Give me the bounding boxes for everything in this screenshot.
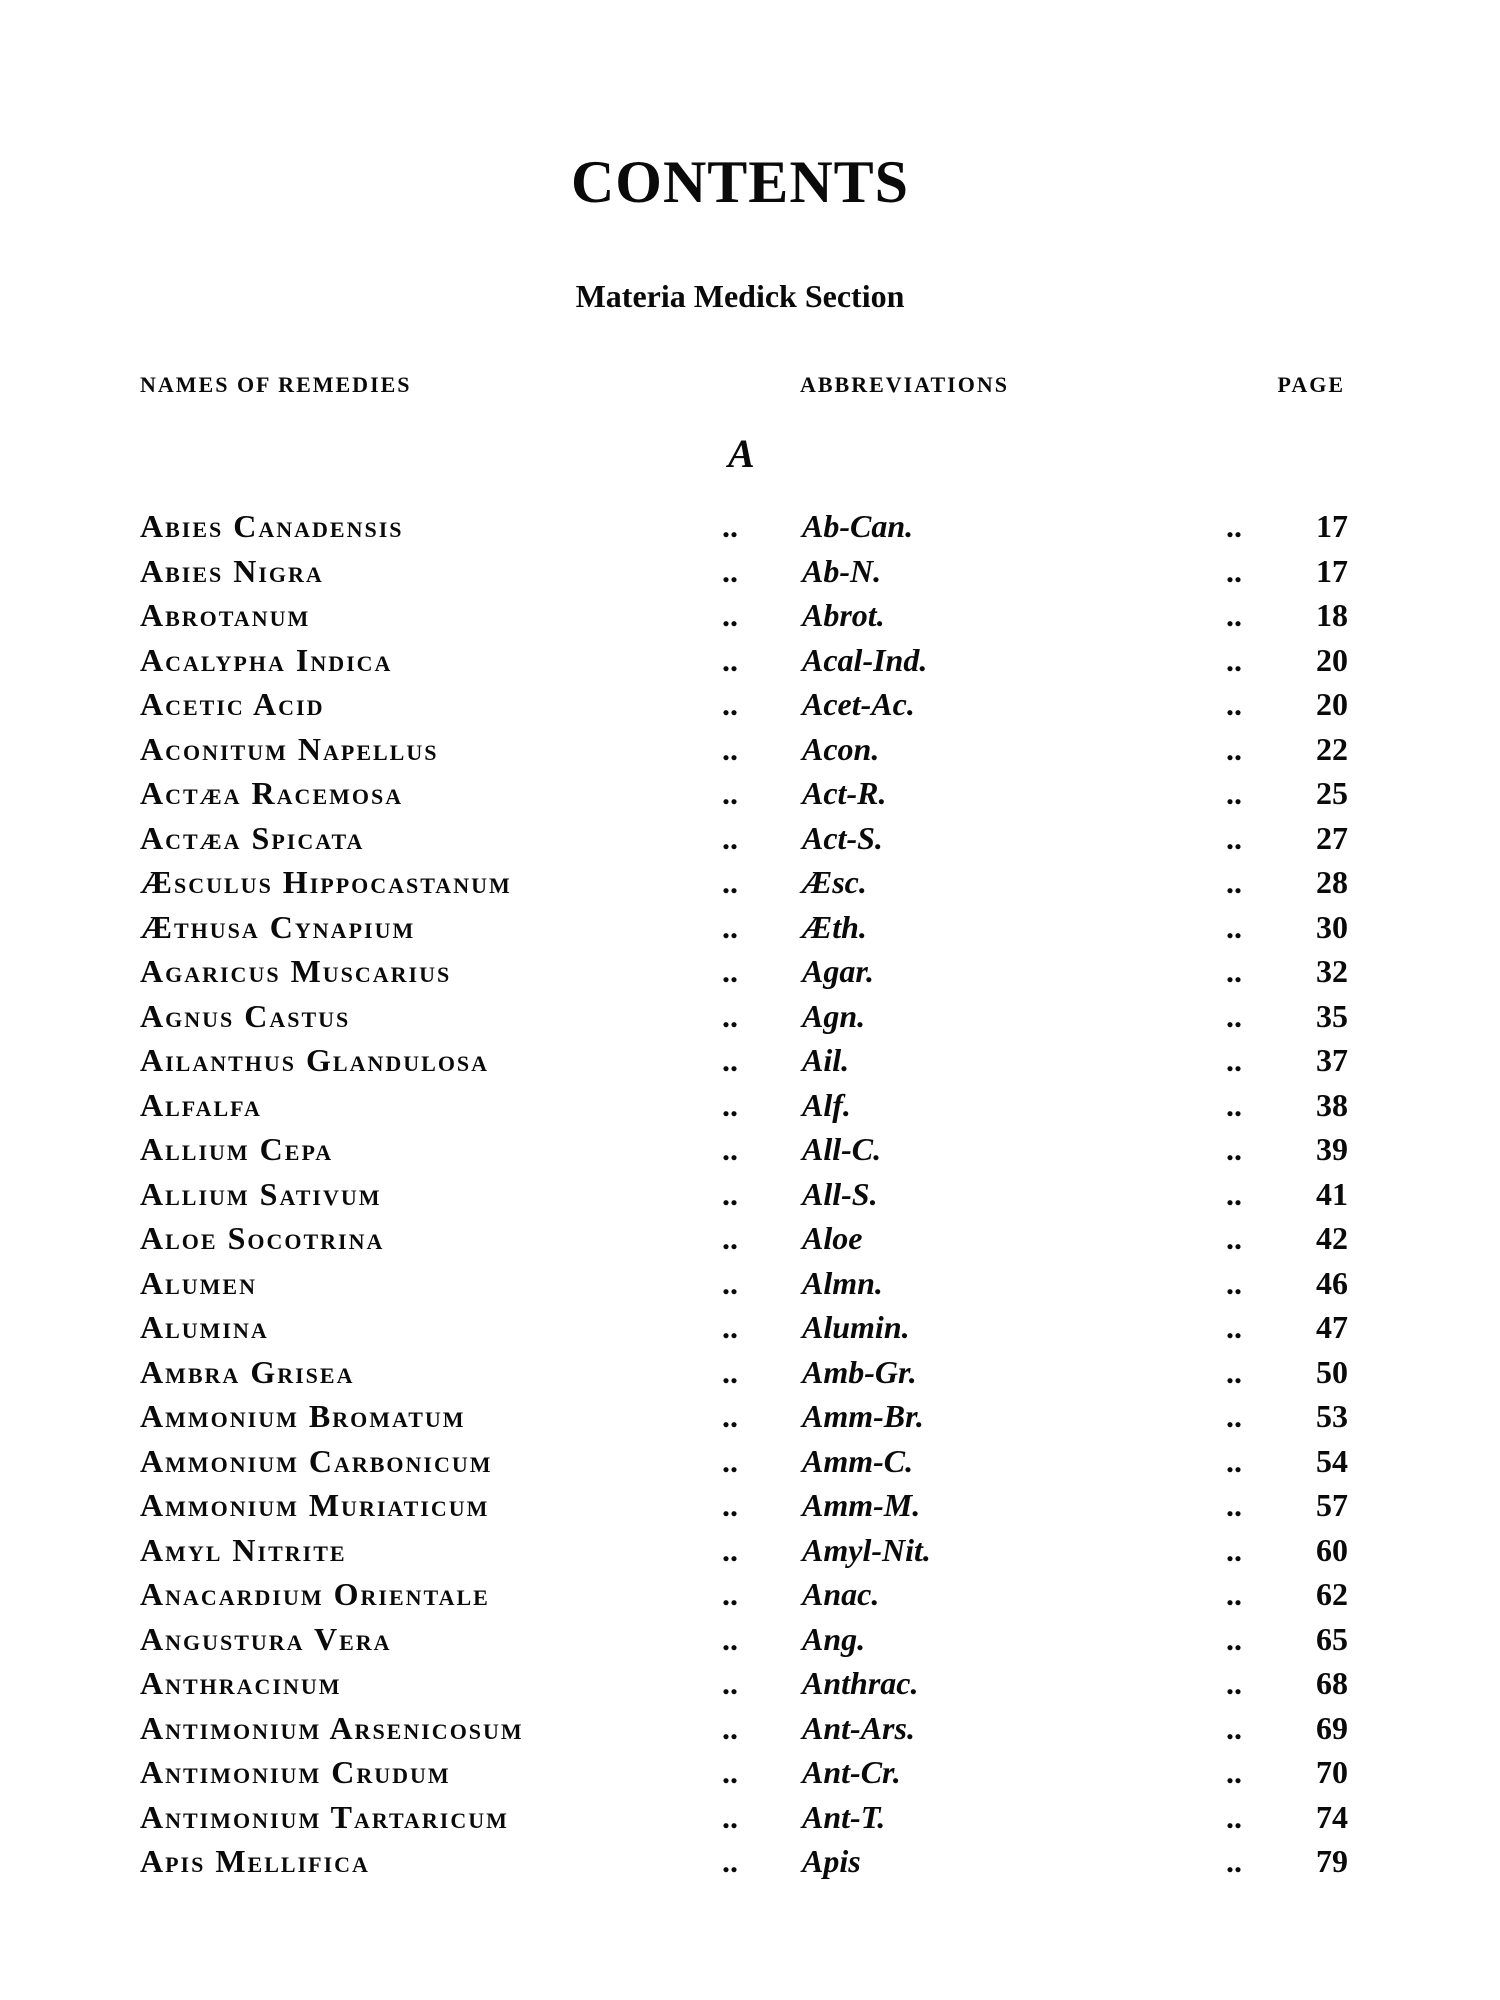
leader-dots: ..: [722, 552, 738, 589]
page-number: 54: [1316, 1442, 1348, 1479]
leader-dots: ..: [722, 819, 738, 856]
page-number: 57: [1316, 1487, 1348, 1523]
remedy-name: Ailanthus Glandulosa: [140, 1042, 490, 1078]
remedy-abbreviation: Almn.: [802, 1264, 883, 1301]
leader-dots: ..: [1226, 864, 1242, 900]
page-number: 65: [1316, 1620, 1348, 1657]
leader-dots: ..: [1226, 686, 1242, 722]
leader-dots: ..: [1226, 775, 1242, 811]
page-number: 42: [1316, 1220, 1348, 1256]
remedy-abbreviation: Amb-Gr.: [802, 1353, 917, 1390]
remedy-abbreviation: Acal-Ind.: [802, 641, 928, 678]
page-number: 25: [1316, 775, 1348, 811]
page-number: 37: [1316, 1042, 1348, 1078]
remedy-abbreviation: Alf.: [802, 1086, 851, 1123]
contents-entry: [0, 1754, 1500, 1799]
section-subtitle: Materia Medick Section: [575, 278, 905, 314]
leader-dots: ..: [1226, 819, 1242, 856]
leader-dots: ..: [1226, 1042, 1242, 1078]
remedy-name: Abrotanum: [140, 597, 311, 633]
remedy-abbreviation: Act-R.: [802, 775, 887, 811]
contents-entry: [0, 1309, 1500, 1354]
contents-entry: [0, 998, 1500, 1043]
contents-entry: [0, 1176, 1500, 1221]
remedy-abbreviation: Ail.: [802, 1042, 850, 1078]
leader-dots: ..: [1226, 1754, 1242, 1790]
remedy-name: Acalypha Indica: [140, 641, 393, 678]
leader-dots: ..: [722, 1843, 738, 1879]
remedy-abbreviation: Æsc.: [802, 864, 867, 900]
contents-entry: [0, 1799, 1500, 1844]
remedy-name: Abies Nigra: [140, 552, 324, 589]
remedy-abbreviation: Anthrac.: [802, 1665, 919, 1701]
leader-dots: ..: [1226, 1086, 1242, 1123]
page-number: 32: [1316, 953, 1348, 989]
remedy-name: Alumina: [140, 1309, 269, 1345]
remedy-name: Anacardium Orientale: [140, 1576, 490, 1612]
page-number: 50: [1316, 1353, 1348, 1390]
leader-dots: ..: [1226, 552, 1242, 589]
leader-dots: ..: [1226, 508, 1242, 544]
leader-dots: ..: [722, 1086, 738, 1123]
leader-dots: ..: [722, 1754, 738, 1790]
leader-dots: ..: [722, 641, 738, 678]
contents-entry: [0, 1087, 1500, 1132]
leader-dots: ..: [1226, 1220, 1242, 1256]
page-number: 41: [1316, 1175, 1348, 1212]
remedy-name: Abies Canadensis: [140, 508, 404, 544]
leader-dots: ..: [722, 1309, 738, 1345]
contents-entry: [0, 1265, 1500, 1310]
leader-dots: ..: [722, 1264, 738, 1301]
contents-entry: [0, 1042, 1500, 1087]
leader-dots: ..: [1226, 1843, 1242, 1879]
remedy-name: Agnus Castus: [140, 997, 351, 1034]
contents-list: [0, 508, 1500, 1888]
remedy-abbreviation: Ab-Can.: [802, 508, 914, 544]
remedy-abbreviation: Ant-Cr.: [802, 1754, 901, 1790]
leader-dots: ..: [1226, 641, 1242, 678]
contents-entry: [0, 1576, 1500, 1621]
remedy-abbreviation: Æth.: [802, 908, 867, 945]
leader-dots: ..: [1226, 997, 1242, 1034]
page-number: 46: [1316, 1264, 1348, 1301]
page-title: CONTENTS: [570, 149, 910, 215]
contents-entry: [0, 775, 1500, 820]
page-number: 47: [1316, 1309, 1348, 1345]
remedy-abbreviation: Acet-Ac.: [802, 686, 915, 722]
page-number: 79: [1316, 1843, 1348, 1879]
contents-entry: [0, 953, 1500, 998]
leader-dots: ..: [722, 1665, 738, 1701]
contents-entry: [0, 1665, 1500, 1710]
leader-dots: ..: [722, 1620, 738, 1657]
page-number: 22: [1316, 730, 1348, 767]
leader-dots: ..: [722, 1442, 738, 1479]
page-number: 69: [1316, 1709, 1348, 1746]
contents-entry: [0, 1621, 1500, 1666]
page-number: 30: [1316, 908, 1348, 945]
leader-dots: ..: [1226, 1264, 1242, 1301]
remedy-name: Ammonium Bromatum: [140, 1398, 466, 1434]
remedy-name: Anthracinum: [140, 1665, 342, 1701]
leader-dots: ..: [722, 1042, 738, 1078]
remedy-abbreviation: Ant-Ars.: [802, 1709, 915, 1746]
remedy-name: Aconitum Napellus: [140, 730, 439, 767]
page-number: 27: [1316, 819, 1348, 856]
remedy-name: Amyl Nitrite: [140, 1531, 347, 1568]
page-number: 17: [1316, 508, 1348, 544]
page-number: 62: [1316, 1576, 1348, 1612]
page-number: 74: [1316, 1798, 1348, 1835]
leader-dots: ..: [722, 1353, 738, 1390]
leader-dots: ..: [1226, 1798, 1242, 1835]
leader-dots: ..: [1226, 953, 1242, 989]
leader-dots: ..: [1226, 1487, 1242, 1523]
section-letter: A: [728, 431, 755, 476]
remedy-abbreviation: Ab-N.: [802, 552, 882, 589]
leader-dots: ..: [722, 1576, 738, 1612]
page-number: 53: [1316, 1398, 1348, 1434]
leader-dots: ..: [722, 997, 738, 1034]
contents-entry: [0, 1843, 1500, 1888]
remedy-name: Apis Mellifica: [140, 1843, 370, 1879]
remedy-abbreviation: Apis: [802, 1843, 861, 1879]
contents-entry: [0, 508, 1500, 553]
contents-entry: [0, 553, 1500, 598]
leader-dots: ..: [1226, 1442, 1242, 1479]
remedy-name: Ammonium Carbonicum: [140, 1442, 493, 1479]
contents-entry: [0, 1443, 1500, 1488]
column-header-page: PAGE: [1277, 372, 1345, 397]
remedy-name: Allium Cepa: [140, 1131, 334, 1167]
leader-dots: ..: [722, 775, 738, 811]
remedy-name: Antimonium Tartaricum: [140, 1798, 509, 1835]
remedy-abbreviation: Agar.: [802, 953, 875, 989]
remedy-name: Agaricus Muscarius: [140, 953, 452, 989]
contents-entry: [0, 1131, 1500, 1176]
leader-dots: ..: [1226, 1620, 1242, 1657]
leader-dots: ..: [722, 730, 738, 767]
contents-entry: [0, 820, 1500, 865]
remedy-abbreviation: Ang.: [802, 1620, 866, 1657]
remedy-abbreviation: Acon.: [802, 730, 880, 767]
leader-dots: ..: [1226, 1131, 1242, 1167]
leader-dots: ..: [1226, 597, 1242, 633]
leader-dots: ..: [1226, 1531, 1242, 1568]
leader-dots: ..: [1226, 1353, 1242, 1390]
remedy-abbreviation: All-S.: [802, 1175, 878, 1212]
contents-entry: [0, 1398, 1500, 1443]
leader-dots: ..: [1226, 730, 1242, 767]
leader-dots: ..: [722, 953, 738, 989]
remedy-name: Æthusa Cynapium: [140, 908, 416, 945]
contents-entry: [0, 686, 1500, 731]
contents-entry: [0, 642, 1500, 687]
page-number: 68: [1316, 1665, 1348, 1701]
page-number: 38: [1316, 1086, 1348, 1123]
remedy-abbreviation: Agn.: [802, 997, 866, 1034]
contents-entry: [0, 1354, 1500, 1399]
leader-dots: ..: [1226, 1665, 1242, 1701]
leader-dots: ..: [722, 686, 738, 722]
leader-dots: ..: [1226, 1309, 1242, 1345]
leader-dots: ..: [722, 597, 738, 633]
leader-dots: ..: [722, 1220, 738, 1256]
leader-dots: ..: [722, 864, 738, 900]
leader-dots: ..: [722, 1531, 738, 1568]
leader-dots: ..: [1226, 1709, 1242, 1746]
remedy-name: Alfalfa: [140, 1086, 262, 1123]
remedy-abbreviation: Anac.: [802, 1576, 880, 1612]
leader-dots: ..: [722, 1487, 738, 1523]
remedy-name: Angustura Vera: [140, 1620, 392, 1657]
page-number: 20: [1316, 686, 1348, 722]
remedy-abbreviation: All-C.: [802, 1131, 882, 1167]
contents-entry: [0, 1532, 1500, 1577]
contents-entry: [0, 597, 1500, 642]
page-number: 35: [1316, 997, 1348, 1034]
leader-dots: ..: [722, 508, 738, 544]
page-number: 17: [1316, 552, 1348, 589]
remedy-name: Ambra Grisea: [140, 1353, 355, 1390]
remedy-name: Actæa Spicata: [140, 819, 365, 856]
remedy-abbreviation: Amm-Br.: [802, 1398, 924, 1434]
leader-dots: ..: [722, 1709, 738, 1746]
leader-dots: ..: [1226, 1175, 1242, 1212]
remedy-name: Acetic Acid: [140, 686, 325, 722]
leader-dots: ..: [722, 1798, 738, 1835]
remedy-abbreviation: Abrot.: [802, 597, 885, 633]
page-number: 39: [1316, 1131, 1348, 1167]
remedy-name: Antimonium Crudum: [140, 1754, 451, 1790]
remedy-abbreviation: Amm-M.: [802, 1487, 921, 1523]
remedy-abbreviation: Amyl-Nit.: [802, 1531, 931, 1568]
leader-dots: ..: [722, 908, 738, 945]
remedy-name: Allium Sativum: [140, 1175, 382, 1212]
remedy-abbreviation: Aloe: [802, 1220, 863, 1256]
remedy-name: Æsculus Hippocastanum: [140, 864, 512, 900]
page-number: 28: [1316, 864, 1348, 900]
contents-entry: [0, 1487, 1500, 1532]
remedy-abbreviation: Act-S.: [802, 819, 883, 856]
contents-entry: [0, 731, 1500, 776]
leader-dots: ..: [722, 1131, 738, 1167]
remedy-name: Antimonium Arsenicosum: [140, 1709, 524, 1746]
column-header-abbreviations: ABBREVIATIONS: [800, 372, 1009, 397]
page-number: 20: [1316, 641, 1348, 678]
leader-dots: ..: [722, 1398, 738, 1434]
column-header-names: NAMES OF REMEDIES: [140, 372, 412, 397]
remedy-abbreviation: Amm-C.: [802, 1442, 914, 1479]
remedy-name: Aloe Socotrina: [140, 1220, 385, 1256]
contents-entry: [0, 1710, 1500, 1755]
page-number: 60: [1316, 1531, 1348, 1568]
remedy-abbreviation: Ant-T.: [802, 1798, 886, 1835]
leader-dots: ..: [1226, 1576, 1242, 1612]
remedy-name: Alumen: [140, 1264, 257, 1301]
contents-entry: [0, 864, 1500, 909]
remedy-name: Ammonium Muriaticum: [140, 1487, 490, 1523]
page-number: 70: [1316, 1754, 1348, 1790]
remedy-abbreviation: Alumin.: [802, 1309, 910, 1345]
page-number: 18: [1316, 597, 1348, 633]
contents-entry: [0, 1220, 1500, 1265]
leader-dots: ..: [722, 1175, 738, 1212]
leader-dots: ..: [1226, 1398, 1242, 1434]
remedy-name: Actæa Racemosa: [140, 775, 404, 811]
contents-entry: [0, 909, 1500, 954]
leader-dots: ..: [1226, 908, 1242, 945]
